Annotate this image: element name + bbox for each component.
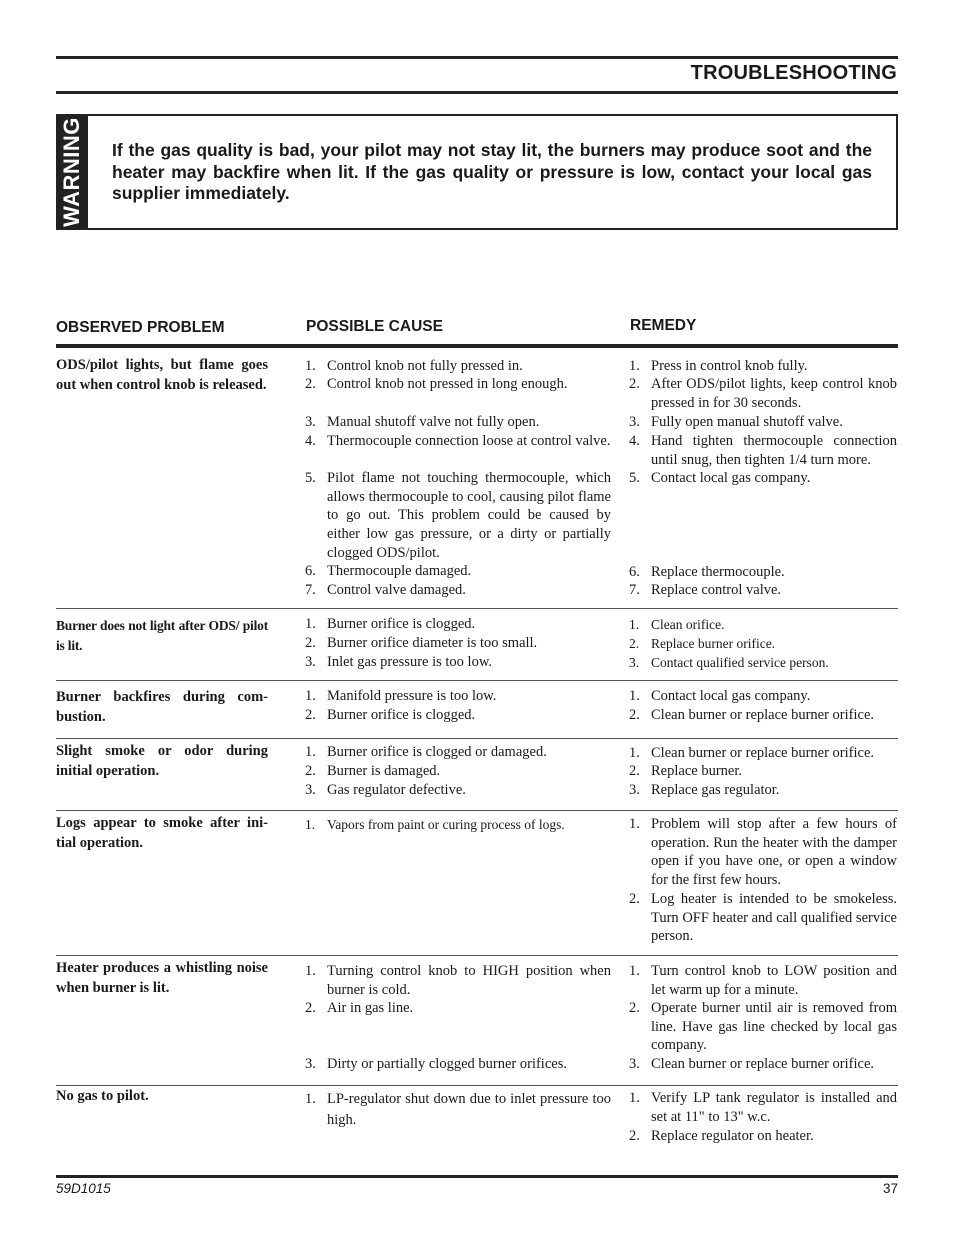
remedy-item: 2. Log heater is intended to be smokeless. Turn OFF heater and call qualified service person. xyxy=(629,891,897,945)
remedy-item: 1. Problem will stop after a few hours of operation. Run the heater with the damper open if you have one, or open a window for the first few hours. xyxy=(629,816,897,889)
page-title: TROUBLESHOOTING xyxy=(690,62,897,84)
cause-item: 2. Burner orifice diameter is too small. xyxy=(305,635,538,651)
cause-item: 3. Dirty or partially clogged burner orifices. xyxy=(305,1056,567,1072)
row-divider xyxy=(56,680,898,681)
cause-item: 3. Manual shutoff valve not fully open. xyxy=(305,414,540,430)
remedy-item: 2. Replace burner orifice. xyxy=(629,636,776,651)
problem-cell: Heater produces a whistling noise when burner is lit. xyxy=(56,960,268,996)
row-divider xyxy=(56,608,898,609)
cause-item: 2. Burner orifice is clogged. xyxy=(305,707,476,723)
problem-cell: ODS/pilot lights, but flame goes out when control knob is released. xyxy=(56,357,268,393)
cause-item: 1. LP-regulator shut down due to inlet pressure too high. xyxy=(305,1091,611,1128)
remedy-item: 4. Hand tighten thermocouple connection until snug, then tighten 1/4 turn more. xyxy=(629,433,897,468)
remedy-item: 5. Contact local gas company. xyxy=(629,470,811,486)
remedy-item: 3. Clean burner or replace burner orifice. xyxy=(629,1056,875,1072)
cause-item: 1. Control knob not fully pressed in. xyxy=(305,358,523,374)
row-divider xyxy=(56,810,898,811)
remedy-item: 2. Replace regulator on heater. xyxy=(629,1128,814,1144)
cause-item: 1. Turning control knob to HIGH position when burner is cold. xyxy=(305,963,611,998)
cause-item: 1. Vapors from paint or curing process of logs. xyxy=(305,817,565,832)
problem-cell: Burner backfires during com- bustion. xyxy=(56,689,268,725)
remedy-item: 6. Replace thermocouple. xyxy=(629,564,785,580)
header-rule xyxy=(56,91,898,94)
row-divider xyxy=(56,738,898,739)
cause-item: 2. Burner is damaged. xyxy=(305,763,441,779)
column-header-problem: OBSERVED PROBLEM xyxy=(56,319,225,336)
cause-item: 1. Burner orifice is clogged or damaged. xyxy=(305,744,547,760)
problem-cell: Burner does not light after ODS/ pilot is lit. xyxy=(56,618,268,653)
warning-text: If the gas quality is bad, your pilot may not stay lit, the burners may produce soot and the heater may backfire when lit. If the gas quality or pressure is low, contact your local gas supplier immediately. xyxy=(112,140,872,203)
cause-item: 1. Burner orifice is clogged. xyxy=(305,616,476,632)
cause-item: 7. Control valve damaged. xyxy=(305,582,466,598)
cause-item: 3. Inlet gas pressure is too low. xyxy=(305,654,492,670)
row-divider xyxy=(56,955,898,956)
remedy-item: 3. Contact qualified service person. xyxy=(629,655,829,670)
cause-item: 5. Pilot flame not touching thermocouple, which allows thermocouple to cool, causing pilot flame to go out. This problem could be caused by either low gas pressure, or a dirty or partially clogged ODS/pilot. xyxy=(305,470,611,561)
remedy-item: 3. Fully open manual shutoff valve. xyxy=(629,414,843,430)
remedy-item: 1. Clean orifice. xyxy=(629,617,725,632)
remedy-item: 2. Replace burner. xyxy=(629,763,742,779)
table-header-rule xyxy=(56,344,898,348)
cause-item: 3. Gas regulator defective. xyxy=(305,782,466,798)
cause-item: 2. Air in gas line. xyxy=(305,1000,414,1016)
cause-item: 1. Manifold pressure is too low. xyxy=(305,688,497,704)
footer-rule xyxy=(56,1175,898,1178)
remedy-item: 1. Turn control knob to LOW position and let warm up for a minute. xyxy=(629,963,897,998)
top-rule xyxy=(56,56,898,59)
remedy-item: 1. Clean burner or replace burner orifice. xyxy=(629,745,875,761)
remedy-item: 1. Contact local gas company. xyxy=(629,688,811,704)
column-header-cause: POSSIBLE CAUSE xyxy=(306,318,443,335)
page-number: 37 xyxy=(882,1181,898,1196)
row-divider xyxy=(56,1085,898,1086)
remedy-item: 3. Replace gas regulator. xyxy=(629,782,780,798)
document-number: 59D1015 xyxy=(56,1181,111,1196)
warning-label: WARNING xyxy=(59,117,85,227)
cause-item: 6. Thermocouple damaged. xyxy=(305,563,472,579)
cause-item: 4. Thermocouple connection loose at control valve. xyxy=(305,433,611,449)
remedy-item: 1. Press in control knob fully. xyxy=(629,358,808,374)
column-header-remedy: REMEDY xyxy=(630,317,697,334)
problem-cell: Slight smoke or odor during initial operation. xyxy=(56,743,268,779)
remedy-item: 2. After ODS/pilot lights, keep control knob pressed in for 30 seconds. xyxy=(629,376,897,411)
cause-item: 2. Control knob not pressed in long enough. xyxy=(305,376,568,392)
remedy-item: 7. Replace control valve. xyxy=(629,582,782,598)
problem-cell: No gas to pilot. xyxy=(56,1088,149,1104)
remedy-item: 1. Verify LP tank regulator is installed and set at 11" to 13" w.c. xyxy=(629,1090,897,1125)
problem-cell: Logs appear to smoke after ini- tial operation. xyxy=(56,815,268,851)
remedy-item: 2. Clean burner or replace burner orifice. xyxy=(629,707,875,723)
remedy-item: 2. Operate burner until air is removed from line. Have gas line checked by local gas company. xyxy=(629,1000,897,1054)
